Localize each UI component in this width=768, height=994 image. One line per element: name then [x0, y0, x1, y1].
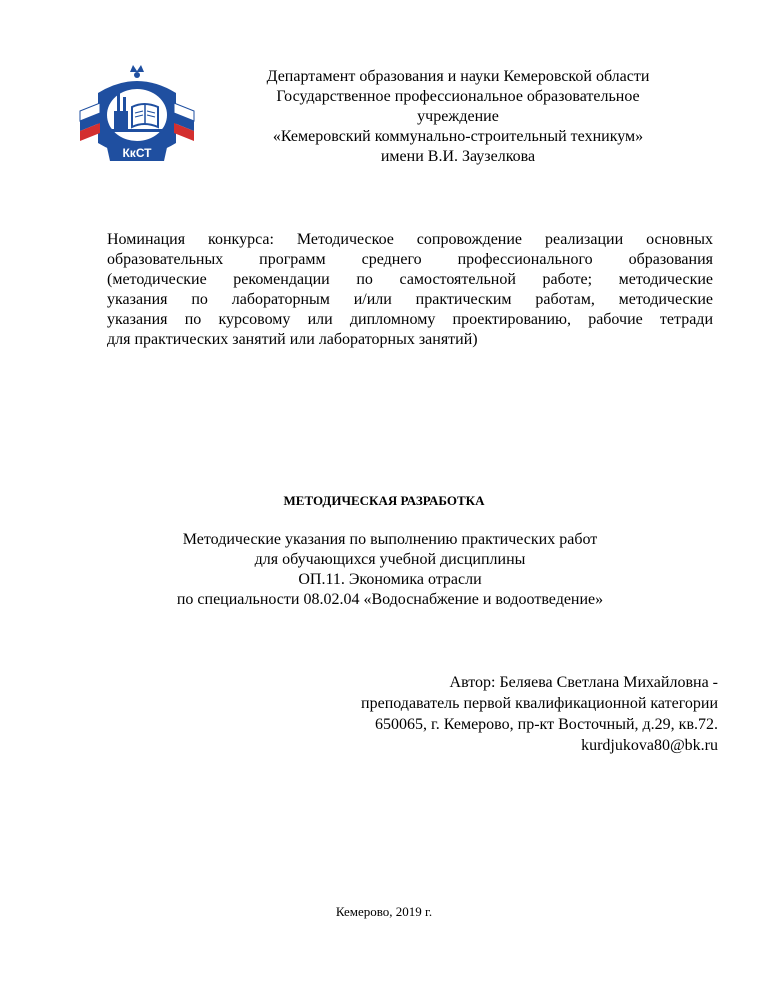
college-emblem-logo — [78, 63, 196, 171]
logo-text: КкСТ — [122, 146, 152, 160]
title-line-3: ОП.11. Экономика отрасли — [298, 571, 482, 588]
header-line-2: Государственное профессиональное образовательное — [276, 88, 640, 105]
header-line-1: Департамент образования и науки Кемеровской области — [266, 68, 650, 85]
nomination-line: Номинация конкурса: Методическое сопровождение реализации основных — [107, 231, 713, 248]
document-type-heading: МЕТОДИЧЕСКАЯ РАЗРАБОТКА — [283, 493, 485, 508]
header-line-5: имени В.И. Заузелкова — [380, 148, 536, 165]
header-line-4: «Кемеровский коммунально-строительный техникум» — [272, 128, 644, 145]
title-line-1: Методические указания по выполнению практических работ — [182, 531, 598, 548]
document-title — [120, 530, 660, 610]
author-info — [238, 672, 718, 756]
institution-header — [232, 67, 684, 167]
title-line-2: для обучающихся учебной дисциплины — [254, 551, 526, 568]
city-year: Кемерово, 2019 г. — [335, 904, 433, 919]
author-address: 650065, г. Кемерово, пр-кт Восточный, д.29, кв.72. — [375, 716, 718, 733]
header-line-3: учреждение — [417, 108, 499, 125]
nomination-line: образовательных программ среднего профессионального образования — [107, 251, 713, 268]
nomination-line: (методические рекомендации по самостоятельной работе; методические — [107, 271, 713, 288]
author-position: преподаватель первой квалификационной категории — [361, 695, 718, 712]
author-email: kurdjukova80@bk.ru — [581, 737, 718, 754]
author-name: Автор: Беляева Светлана Михайловна - — [449, 674, 718, 691]
nomination-line: указания по курсовому или дипломному проектированию, рабочие тетради — [107, 311, 713, 328]
title-line-4: по специальности 08.02.04 «Водоснабжение и водоотведение» — [176, 591, 604, 608]
nomination-paragraph — [107, 230, 713, 350]
nomination-line: указания по лабораторным и/или практическим работам, методические — [107, 291, 713, 308]
nomination-line: для практических занятий или лабораторных занятий) — [107, 331, 478, 348]
